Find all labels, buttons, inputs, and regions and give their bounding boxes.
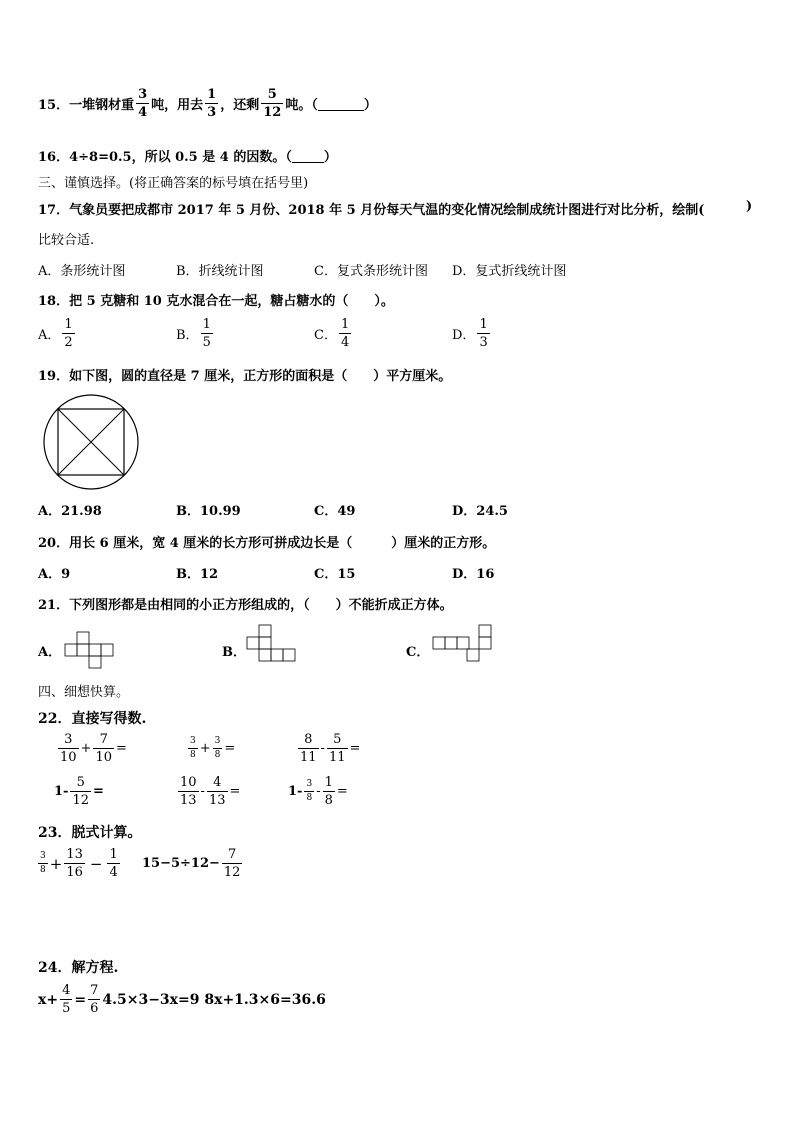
fraction-3-4: $\frac{3}{4}$ — [138, 87, 148, 120]
q21-option-b[interactable]: B． — [222, 645, 246, 660]
q22-expr-3: $\frac{8}{11}$ - $\frac{5}{11}$ = — [300, 732, 361, 765]
q19-text: 19．如下图，圆的直径是 7 厘米，正方形的面积是（ ）平方厘米。 — [38, 369, 452, 384]
q17-text-line2: 比较合适. — [38, 233, 95, 248]
q21-text: 21．下列图形都是由相同的小正方形组成的，（ ）不能折成正方体。 — [38, 598, 453, 613]
q16-text: 16．4÷8=0.5，所以 0.5 是 4 的因数。（ — [38, 150, 292, 165]
q19-option-a[interactable]: A．21.98 — [38, 504, 102, 519]
q15-text-2: 吨，用去 — [151, 98, 204, 113]
section-heading-3: 三、谨慎选择。(将正确答案的标号填在括号里) — [38, 176, 309, 191]
q19-option-b[interactable]: B．10.99 — [176, 504, 241, 519]
circle-with-inscribed-square-figure — [42, 393, 140, 491]
q15-number: 15． — [38, 98, 70, 113]
q15-text-5: ） — [363, 98, 377, 113]
q24-equations: x+ $\frac{4}{5}$ = $\frac{7}{6}$ 4.5×3−3x=9 8x+1.3×6=36.6 — [38, 983, 326, 1016]
q16-tail: ） — [323, 150, 337, 165]
q20-option-d[interactable]: D．16 — [452, 567, 495, 582]
q17-option-c[interactable]: C．复式条形统计图 — [314, 264, 428, 279]
section-heading-4: 四、细想快算。 — [38, 685, 130, 700]
q23-expr-2: 15−5÷12− $\frac{7}{12}$ — [142, 847, 241, 880]
fraction-1-3: $\frac{1}{3}$ — [207, 87, 217, 120]
q22-expr-2: $\frac{3}{8}$ + $\frac{3}{8}$ = — [190, 736, 236, 760]
q17-option-b[interactable]: B．折线统计图 — [176, 264, 264, 279]
q15-text-1: 一堆钢材重 — [69, 98, 135, 113]
q22-expr-1: $\frac{3}{10}$ + $\frac{7}{10}$ = — [60, 732, 127, 765]
q18-option-c[interactable]: C． $\frac{1}{4}$ — [314, 317, 350, 350]
q22-title: 22．直接写得数. — [38, 711, 147, 727]
q20-option-c[interactable]: C．15 — [314, 567, 356, 582]
answer-blank[interactable] — [292, 148, 324, 163]
q15-text-4: 吨。（ — [285, 98, 318, 113]
q17-option-d[interactable]: D．复式折线统计图 — [452, 264, 567, 279]
answer-blank[interactable] — [318, 96, 364, 111]
q17-option-a[interactable]: A．条形统计图 — [38, 264, 126, 279]
q24-title: 24．解方程. — [38, 960, 119, 976]
q17-paren-close: ) — [746, 199, 753, 214]
q20-option-b[interactable]: B．12 — [176, 567, 219, 582]
q18-option-b[interactable]: B． $\frac{1}{5}$ — [176, 317, 211, 350]
question-15 — [38, 88, 377, 119]
cube-net-b-figure — [246, 624, 298, 664]
cube-net-a-figure — [64, 631, 116, 669]
q20-text: 20．用长 6 厘米，宽 4 厘米的长方形可拼成边长是（ ）厘米的正方形。 — [38, 536, 496, 551]
q17-text-line1: 17．气象员要把成都市 2017 年 5 月份、2018 年 5 月份每天气温的变化情况绘制成统计图进行对比分析，绘制( — [38, 203, 705, 218]
q22-expr-6: 1- $\frac{3}{8}$ - $\frac{1}{8}$ = — [288, 775, 348, 808]
q18-option-d[interactable]: D． $\frac{1}{3}$ — [452, 317, 488, 350]
q22-expr-5: $\frac{10}{13}$ - $\frac{4}{13}$ = — [180, 775, 241, 808]
question-16 — [38, 146, 337, 165]
q19-option-d[interactable]: D．24.5 — [452, 504, 508, 519]
cube-net-c-figure — [432, 624, 494, 664]
q18-option-a[interactable]: A． $\frac{1}{2}$ — [38, 317, 73, 350]
q21-option-c[interactable]: C． — [406, 645, 430, 660]
q22-expr-4: 1- $\frac{5}{12}$ = — [54, 775, 104, 808]
q15-text-3: ，还剩 — [220, 98, 260, 113]
q19-option-c[interactable]: C．49 — [314, 504, 356, 519]
q20-option-a[interactable]: A．9 — [38, 567, 71, 582]
fraction-5-12: $\frac{5}{12}$ — [263, 87, 282, 120]
q18-text: 18．把 5 克糖和 10 克水混合在一起，糖占糖水的（ ）。 — [38, 294, 394, 309]
q23-expr-1: $\frac{3}{8}$ + $\frac{13}{16}$ − $\frac{1}{4}$ — [40, 847, 118, 880]
q23-title: 23．脱式计算。 — [38, 825, 142, 841]
q21-option-a[interactable]: A． — [38, 645, 62, 660]
